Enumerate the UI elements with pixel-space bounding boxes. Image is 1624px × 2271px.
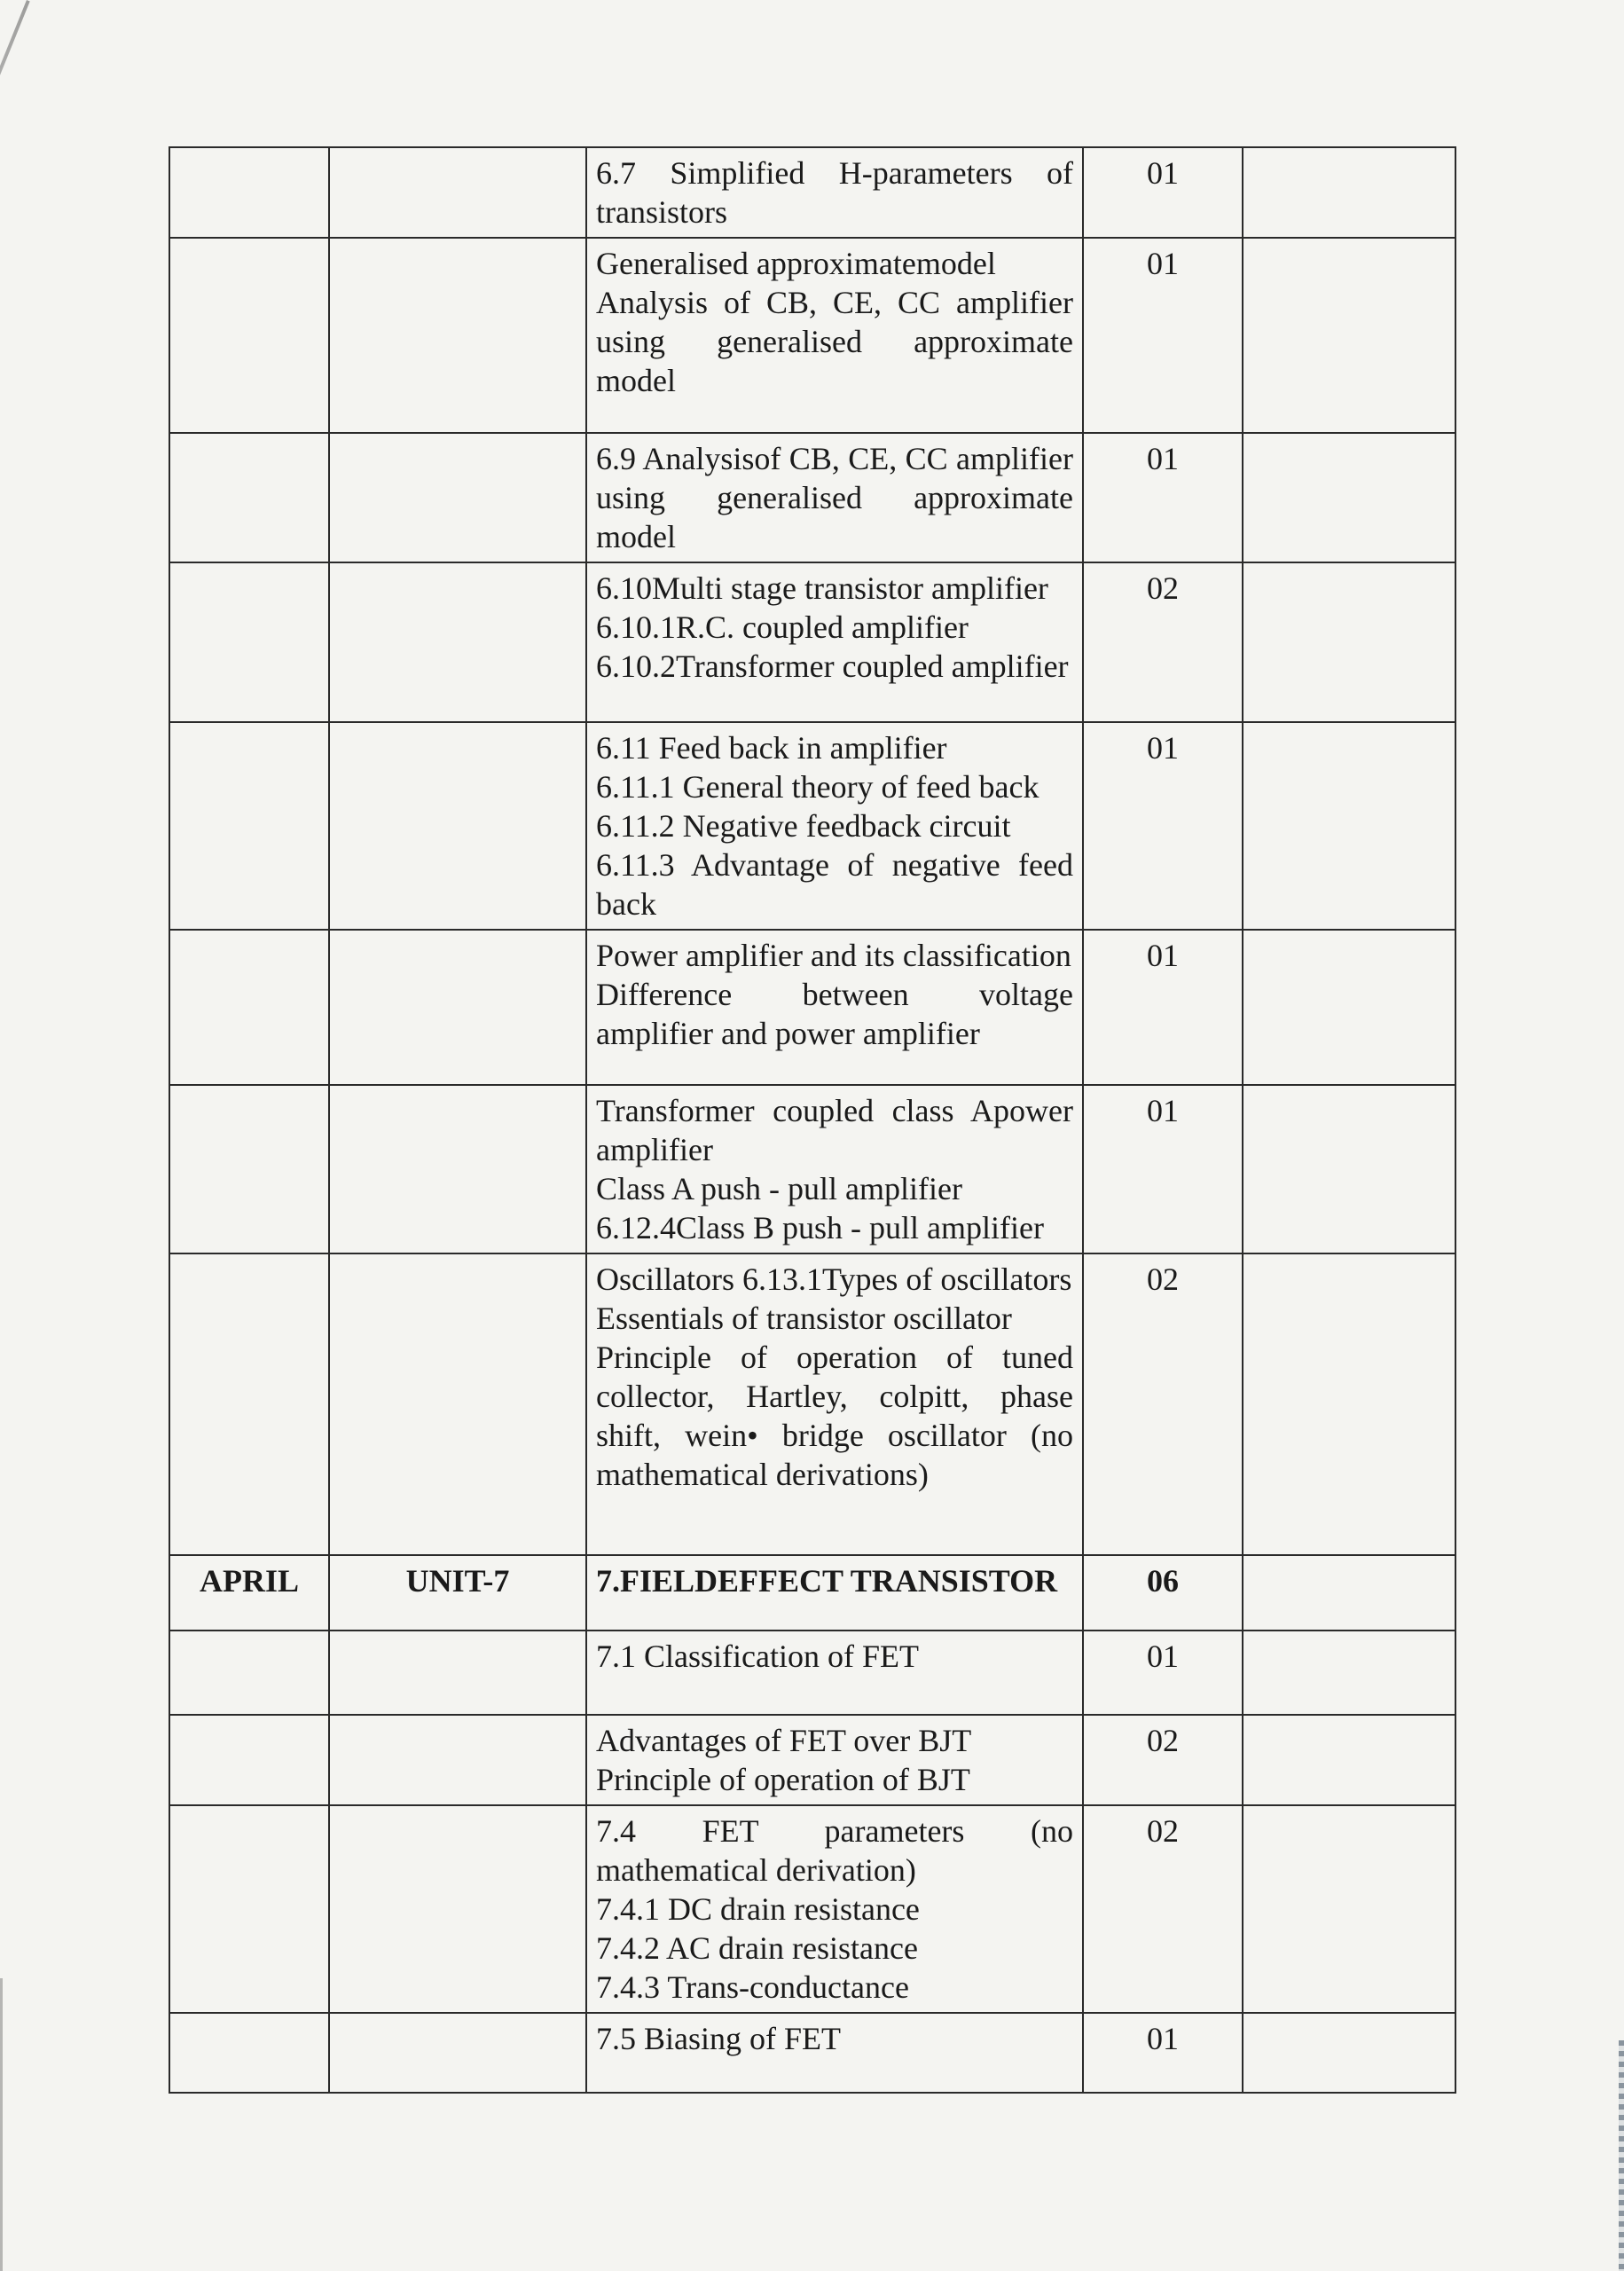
lesson-plan-table [169,146,1456,2094]
month-cell [169,147,329,238]
topic-line: Analysis of CB, CE, CC amplifier using generalised approximate model [596,285,1073,398]
month-cell [169,930,329,1085]
month-cell [169,1805,329,2013]
month-cell [169,2013,329,2093]
table-row [169,2013,1455,2093]
month-cell [169,562,329,722]
topic-line: 7.4.3 Trans-conductance [596,1969,909,2005]
topic-cell [586,1631,1083,1715]
hours-cell: 01 [1083,238,1243,433]
unit-cell: UNIT-7 [329,1555,586,1631]
scan-artifact-left-edge [0,1978,3,2271]
unit-cell [329,930,586,1085]
unit-cell [329,562,586,722]
remarks-cell [1243,1555,1455,1631]
topic-cell [586,238,1083,433]
topic-line: Difference between voltage amplifier and power amplifier [596,977,1073,1051]
unit-heading-row [169,1555,1455,1631]
table-row [169,1715,1455,1805]
topic-line: Power amplifier and its classification [596,938,1071,973]
topic-line: Class A push - pull amplifier [596,1171,962,1206]
remarks-cell [1243,1715,1455,1805]
topic-line: Transformer coupled class Apower amplifier [596,1093,1073,1167]
hours-cell: 02 [1083,1253,1243,1555]
hours-cell: 01 [1083,1631,1243,1715]
hours-cell: 02 [1083,1715,1243,1805]
table-row [169,147,1455,238]
topic-line: Generalised approximatemodel [596,246,996,281]
topic-line: 7.4 FET parameters (no mathematical derivation) [596,1813,1073,1888]
topic-line: 6.10Multi stage transistor amplifier [596,570,1048,606]
unit-cell [329,1715,586,1805]
unit-cell [329,1805,586,2013]
remarks-cell [1243,1805,1455,2013]
month-cell [169,1085,329,1253]
topic-cell [586,562,1083,722]
topic-line: 6.10.2Transformer coupled amplifier [596,648,1069,684]
topic-line: 6.9 Analysisof CB, CE, CC amplifier using generalised approximate model [596,441,1073,554]
hours-cell: 02 [1083,1805,1243,2013]
table-row [169,722,1455,930]
hours-cell: 01 [1083,930,1243,1085]
unit-cell [329,147,586,238]
topic-line: 6.11.3 Advantage of negative feed back [596,847,1073,922]
unit-cell [329,1085,586,1253]
month-cell: APRIL [169,1555,329,1631]
unit-cell [329,1253,586,1555]
topic-line: 7.FIELDEFFECT TRANSISTOR [596,1563,1058,1599]
topic-line: Principle of operation of BJT [596,1762,970,1797]
remarks-cell [1243,2013,1455,2093]
topic-line: 7.5 Biasing of FET [596,2021,841,2056]
month-cell [169,238,329,433]
remarks-cell [1243,1085,1455,1253]
topic-line: Essentials of transistor oscillator [596,1301,1012,1336]
month-cell [169,1631,329,1715]
topic-cell [586,1555,1083,1631]
topic-cell [586,722,1083,930]
topic-line: 6.7 Simplified H-parameters of transistors [596,155,1073,230]
remarks-cell [1243,1631,1455,1715]
month-cell [169,1253,329,1555]
topic-cell [586,1085,1083,1253]
table-row [169,1085,1455,1253]
remarks-cell [1243,433,1455,562]
table-row [169,1253,1455,1555]
topic-line: 6.11.1 General theory of feed back [596,769,1040,805]
topic-line: 7.1 Classification of FET [596,1638,919,1674]
unit-cell [329,1631,586,1715]
table-row [169,930,1455,1085]
hours-cell: 01 [1083,1085,1243,1253]
topic-line: 7.4.1 DC drain resistance [596,1891,920,1927]
month-cell [169,722,329,930]
month-cell [169,1715,329,1805]
topic-line: 6.11 Feed back in amplifier [596,730,947,766]
topic-cell [586,1715,1083,1805]
month-cell [169,433,329,562]
hours-cell: 01 [1083,147,1243,238]
unit-cell [329,238,586,433]
scan-artifact-stroke [0,0,30,216]
topic-cell [586,433,1083,562]
unit-cell [329,722,586,930]
table-row [169,1805,1455,2013]
topic-cell [586,930,1083,1085]
remarks-cell [1243,930,1455,1085]
remarks-cell [1243,238,1455,433]
topic-line: 6.12.4Class B push - pull amplifier [596,1210,1044,1246]
topic-cell [586,2013,1083,2093]
hours-cell: 06 [1083,1555,1243,1631]
topic-line: Principle of operation of tuned collector, Hartley, colpitt, phase shift, wein• bridge oscillator (no mathematical derivations) [596,1340,1073,1492]
topic-cell [586,1253,1083,1555]
lesson-plan-body [169,147,1455,2093]
unit-cell [329,2013,586,2093]
table-row [169,238,1455,433]
remarks-cell [1243,562,1455,722]
hours-cell: 01 [1083,433,1243,562]
remarks-cell [1243,1253,1455,1555]
hours-cell: 02 [1083,562,1243,722]
topic-line: Advantages of FET over BJT [596,1723,972,1758]
topic-line: Oscillators 6.13.1Types of oscillators [596,1261,1072,1297]
table-row [169,433,1455,562]
table-row [169,562,1455,722]
unit-cell [329,433,586,562]
scan-artifact-right-edge [1619,2040,1624,2271]
hours-cell: 01 [1083,722,1243,930]
hours-cell: 01 [1083,2013,1243,2093]
remarks-cell [1243,147,1455,238]
topic-cell [586,147,1083,238]
topic-line: 7.4.2 AC drain resistance [596,1930,918,1966]
remarks-cell [1243,722,1455,930]
topic-line: 6.11.2 Negative feedback circuit [596,808,1011,844]
topic-line: 6.10.1R.C. coupled amplifier [596,609,969,645]
table-row [169,1631,1455,1715]
topic-cell [586,1805,1083,2013]
